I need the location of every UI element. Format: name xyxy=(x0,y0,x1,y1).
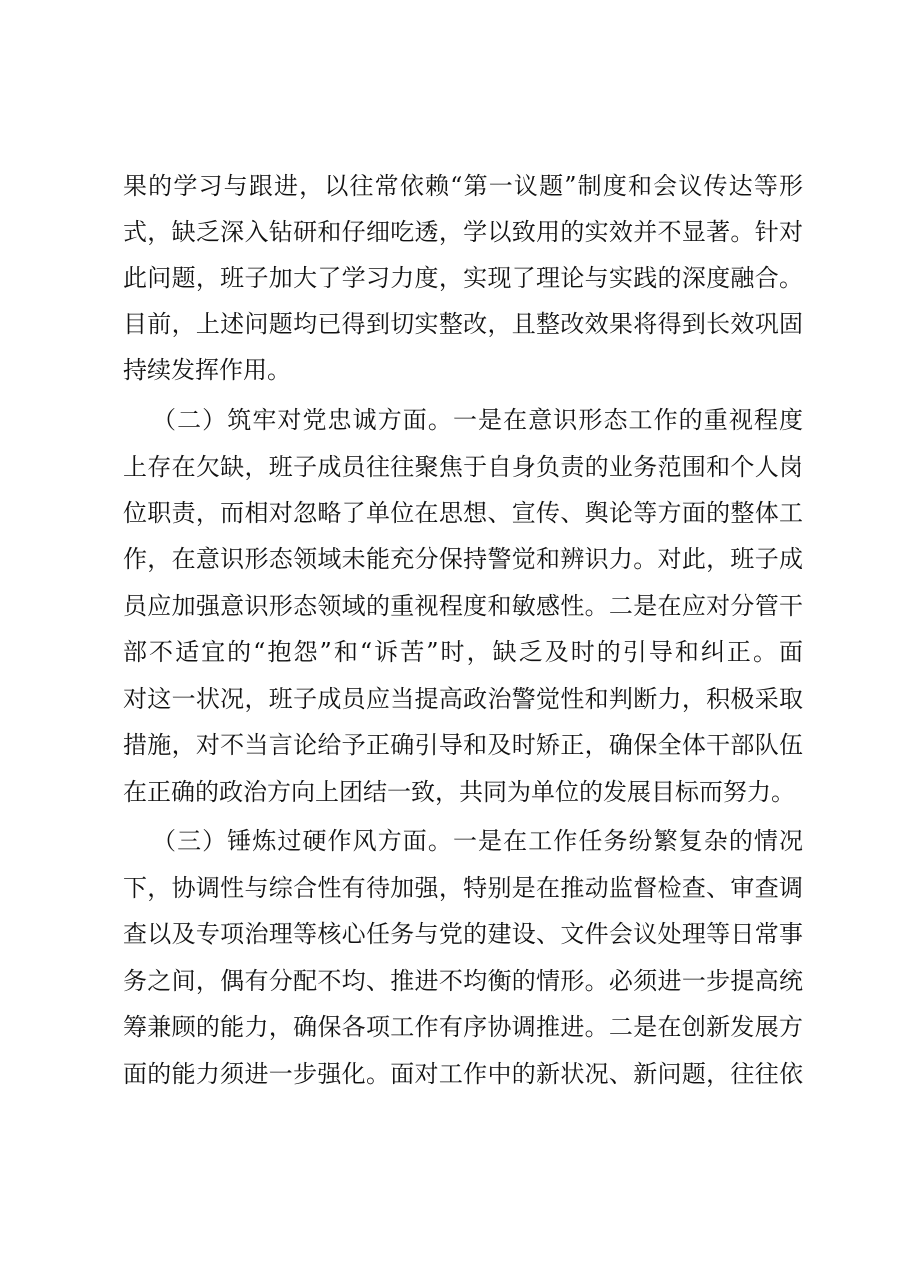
text-line: 面的能力须进一步强化。面对工作中的新状况、新问题，往往依 xyxy=(123,1060,803,1088)
text-line: 作，在意识形态领域未能充分保持警觉和辨识力。对此，班子成 xyxy=(123,545,803,573)
text-line: 对这一状况，班子成员应当提高政治警觉性和判断力，积极采取 xyxy=(123,685,803,713)
text-line: 筹兼顾的能力，确保各项工作有序协调推进。二是在创新发展方 xyxy=(123,1013,803,1041)
text-line: 位职责，而相对忽略了单位在思想、宣传、舆论等方面的整体工 xyxy=(123,499,803,527)
text-line: 下，协调性与综合性有待加强，特别是在推动监督检查、审查调 xyxy=(123,874,803,902)
text-line: 务之间，偶有分配不均、推进不均衡的情形。必须进一步提高统 xyxy=(123,967,803,995)
text-line: 上存在欠缺，班子成员往往聚焦于自身负责的业务范围和个人岗 xyxy=(123,453,803,481)
text-line: 目前，上述问题均已得到切实整改，且整改效果将得到长效巩固 xyxy=(123,310,803,338)
text-line: 措施，对不当言论给予正确引导和及时矫正，确保全体干部队伍 xyxy=(123,731,803,759)
text-line: 持续发挥作用。 xyxy=(123,356,291,384)
text-line: 员应加强意识形态领域的重视程度和敏感性。二是在应对分管干 xyxy=(123,592,803,620)
text-line: 式，缺乏深入钻研和仔细吃透，学以致用的实效并不显著。针对 xyxy=(123,218,803,246)
text-line: 此问题，班子加大了学习力度，实现了理论与实践的深度融合。 xyxy=(123,264,803,292)
text-line: 在正确的政治方向上团结一致，共同为单位的发展目标而努力。 xyxy=(123,778,795,806)
paragraph-heading-line: （二）筑牢对党忠诚方面。一是在意识形态工作的重视程度 xyxy=(152,406,803,434)
text-line: 查以及专项治理等核心任务与党的建设、文件会议处理等日常事 xyxy=(123,920,803,948)
paragraph-heading-line: （三）锤炼过硬作风方面。一是在工作任务纷繁复杂的情况 xyxy=(152,827,803,855)
text-line: 部不适宜的“抱怨”和“诉苦”时，缺乏及时的引导和纠正。面 xyxy=(123,638,803,666)
text-line: 果的学习与跟进，以往常依赖“第一议题”制度和会议传达等形 xyxy=(123,172,803,200)
